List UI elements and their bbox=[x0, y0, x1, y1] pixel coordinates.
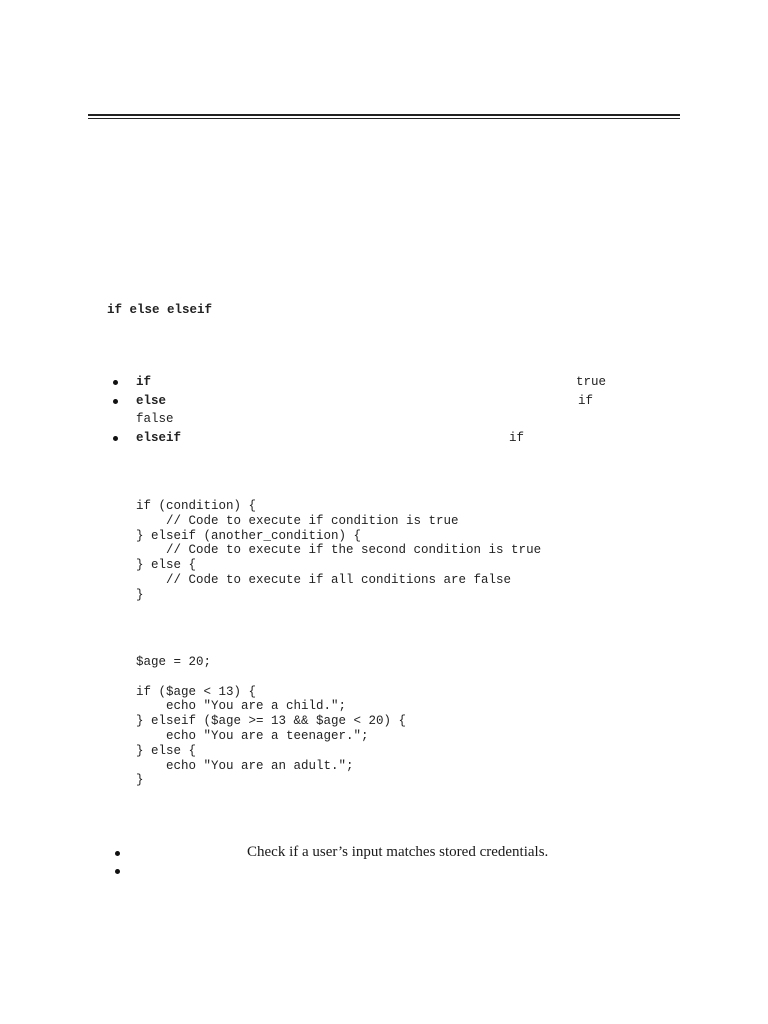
header-double-rule bbox=[88, 114, 680, 119]
bullet-trailing-code: if bbox=[509, 431, 525, 445]
bullet-icon bbox=[115, 851, 120, 856]
syntax-code-block: if (condition) { // Code to execute if condition is true } elseif (another_condition) { // Code to execute if the second condition is true } else { // Code to execute if all conditions are false } bbox=[136, 499, 542, 602]
use-case-text: Check if a user’s input matches stored credentials. bbox=[247, 844, 549, 860]
bullet-keyword: else bbox=[136, 394, 167, 408]
bullet-continuation-code: false bbox=[136, 412, 174, 426]
bullet-icon bbox=[113, 436, 118, 441]
bullet-keyword: if bbox=[136, 375, 152, 389]
rule-line-top bbox=[88, 114, 680, 116]
rule-line-bottom bbox=[88, 118, 680, 120]
bullet-trailing-code: if bbox=[578, 394, 594, 408]
bullet-icon bbox=[113, 399, 118, 404]
bullet-keyword: elseif bbox=[136, 431, 182, 445]
bullet-icon bbox=[115, 869, 120, 874]
example-code-block: $age = 20; if ($age < 13) { echo "You are a child."; } elseif ($age >= 13 && $age < 20) { echo "You are a teenager."; } else { echo "You are an adult."; } bbox=[136, 655, 407, 788]
bullet-icon bbox=[113, 380, 118, 385]
bullet-trailing-code: true bbox=[576, 375, 607, 389]
keywords-heading: if else elseif bbox=[107, 303, 213, 317]
